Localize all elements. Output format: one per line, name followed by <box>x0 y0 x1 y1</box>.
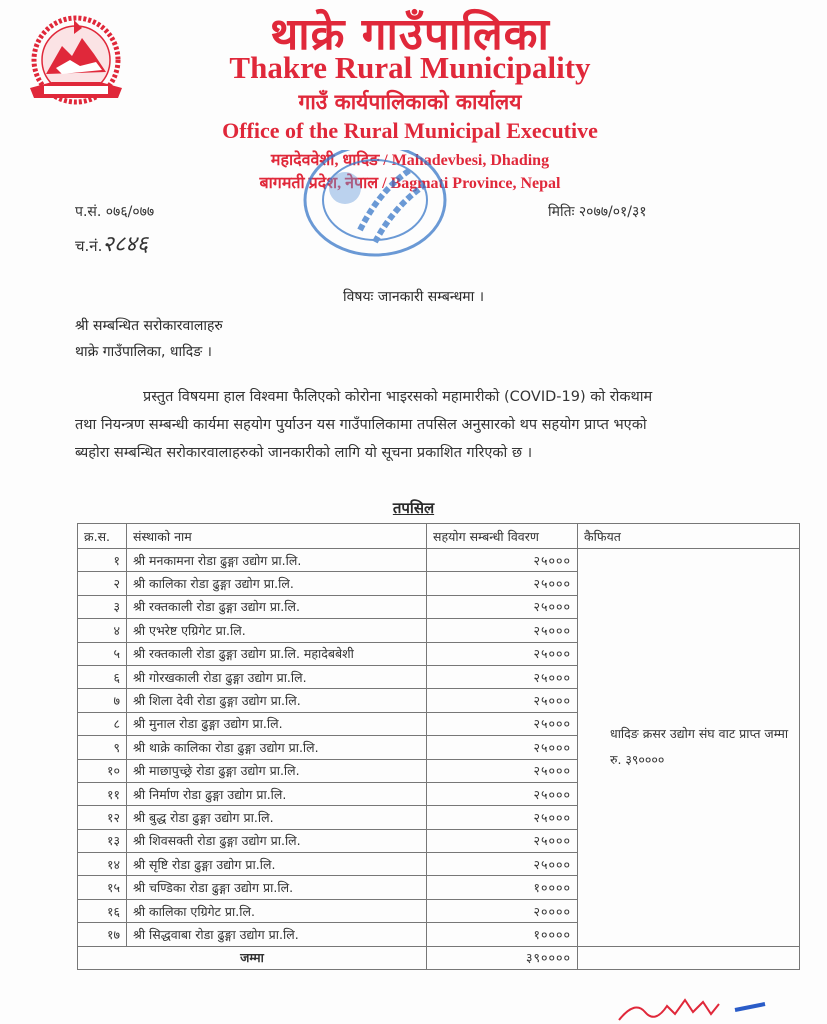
row-organization: श्री शिला देवी रोडा ढुङ्गा उद्योग प्रा.लि. <box>127 689 427 712</box>
row-serial: ६ <box>78 665 127 688</box>
row-serial: ५ <box>78 642 127 665</box>
municipality-name-en: Thakre Rural Municipality <box>229 50 591 85</box>
row-serial: ७ <box>78 689 127 712</box>
row-amount: २५००० <box>427 759 578 782</box>
row-organization: श्री एभरेष्ट एग्रिगेट प्रा.लि. <box>127 619 427 642</box>
row-serial: ८ <box>78 712 127 735</box>
row-amount: २०००० <box>427 899 578 922</box>
total-row <box>78 946 800 969</box>
signature-icon <box>615 990 775 1024</box>
office-name-np: गाउँ कार्यपालिकाको कार्यालय <box>298 90 522 114</box>
addressee-line-1: श्री सम्बन्धित सरोकारवालाहरु <box>75 318 223 334</box>
row-serial: ११ <box>78 782 127 805</box>
remarks-cell: धादिङ क्रसर उद्योग संघ वाट प्राप्त जम्मा रु. ३९०००० <box>578 549 800 947</box>
header-serial: क्र.स. <box>78 524 127 549</box>
row-organization: श्री मनकामना रोडा ढुङ्गा उद्योग प्रा.लि. <box>127 549 427 572</box>
row-serial: १७ <box>78 923 127 946</box>
address-line-2: बागमती प्रदेश, नेपाल / Bagmati Province, Nepal <box>259 175 561 192</box>
row-organization: श्री मुनाल रोडा ढुङ्गा उद्योग प्रा.लि. <box>127 712 427 735</box>
header-organization: संस्थाको नाम <box>127 524 427 549</box>
row-organization: श्री सृष्टि रोडा ढुङ्गा उद्योग प्रा.लि. <box>127 853 427 876</box>
header-contribution: सहयोग सम्बन्धी विवरण <box>427 524 578 549</box>
row-serial: ३ <box>78 595 127 618</box>
row-serial: १५ <box>78 876 127 899</box>
row-amount: २५००० <box>427 689 578 712</box>
row-amount: २५००० <box>427 829 578 852</box>
address-line-1: महादेववेशी, धादिङ / Mahadevbesi, Dhading <box>270 152 550 169</box>
row-organization: श्री कालिका एग्रिगेट प्रा.लि. <box>127 899 427 922</box>
row-serial: २ <box>78 572 127 595</box>
row-serial: ४ <box>78 619 127 642</box>
row-organization: श्री चण्डिका रोडा ढुङ्गा उद्योग प्रा.लि. <box>127 876 427 899</box>
row-serial: १० <box>78 759 127 782</box>
row-organization: श्री गोरखकाली रोडा ढुङ्गा उद्योग प्रा.लि. <box>127 665 427 688</box>
row-serial: १३ <box>78 829 127 852</box>
row-serial: १४ <box>78 853 127 876</box>
table-header-row <box>78 524 800 549</box>
body-paragraph <box>75 383 775 467</box>
contributions-table <box>77 523 800 970</box>
row-serial: ९ <box>78 736 127 759</box>
total-amount: ३९०००० <box>427 946 578 969</box>
total-remarks-empty <box>578 946 800 969</box>
row-amount: १०००० <box>427 923 578 946</box>
row-organization: श्री शिवसक्ती रोडा ढुङ्गा उद्योग प्रा.लि. <box>127 829 427 852</box>
body-line-2: तथा नियन्त्रण सम्बन्धी कार्यमा सहयोग पुर्याउन यस गाउँपालिकामा तपसिल अनुसारको थप सहयोग प्राप्त भएको <box>75 417 647 433</box>
row-amount: २५००० <box>427 595 578 618</box>
total-label: जम्मा <box>78 946 427 969</box>
row-amount: २५००० <box>427 853 578 876</box>
row-amount: २५००० <box>427 549 578 572</box>
row-amount: २५००० <box>427 642 578 665</box>
details-heading: तपसिल <box>392 499 435 517</box>
municipality-name-np: थाक्रे गाउँपालिका <box>270 9 550 60</box>
row-organization: श्री माछापुच्छ्रे रोडा ढुङ्गा उद्योग प्रा.लि. <box>127 759 427 782</box>
row-amount: २५००० <box>427 712 578 735</box>
fiscal-year: प.सं. ०७६/०७७ <box>75 204 155 220</box>
dispatch-label: च.नं. <box>75 237 103 255</box>
row-amount: २५००० <box>427 806 578 829</box>
office-name-en: Office of the Rural Municipal Executive <box>222 118 598 143</box>
row-amount: २५००० <box>427 619 578 642</box>
row-organization: श्री थाक्रे कालिका रोडा ढुङ्गा उद्योग प्रा.लि. <box>127 736 427 759</box>
office-stamp-icon <box>300 150 450 260</box>
letter-date: मितिः २०७७/०१/३१ <box>548 204 647 220</box>
row-amount: २५००० <box>427 572 578 595</box>
row-amount: २५००० <box>427 665 578 688</box>
row-amount: १०००० <box>427 876 578 899</box>
addressee-line-2: थाक्रे गाउँपालिका, धादिङ । <box>75 344 212 360</box>
row-organization: श्री निर्माण रोडा ढुङ्गा उद्योग प्रा.लि. <box>127 782 427 805</box>
subject-line: विषयः जानकारी सम्बन्धमा । <box>342 289 485 305</box>
row-serial: १२ <box>78 806 127 829</box>
row-serial: १ <box>78 549 127 572</box>
body-line-1: प्रस्तुत विषयमा हाल विश्वमा फैलिएको कोरोना भाइरसको महामारीको (COVID-19) को रोकथाम <box>143 389 653 405</box>
row-organization: श्री बुद्ध रोडा ढुङ्गा उद्योग प्रा.लि. <box>127 806 427 829</box>
row-organization: श्री सिद्धवाबा रोडा ढुङ्गा उद्योग प्रा.लि. <box>127 923 427 946</box>
row-amount: २५००० <box>427 736 578 759</box>
table-row <box>78 549 800 572</box>
row-amount: २५००० <box>427 782 578 805</box>
row-organization: श्री रक्तकाली रोडा ढुङ्गा उद्योग प्रा.लि. महादेबबेशी <box>127 642 427 665</box>
dispatch-number-row <box>75 228 148 258</box>
row-organization: श्री कालिका रोडा ढुङ्गा उद्योग प्रा.लि. <box>127 572 427 595</box>
row-organization: श्री रक्तकाली रोडा ढुङ्गा उद्योग प्रा.लि. <box>127 595 427 618</box>
body-line-3: ब्यहोरा सम्बन्धित सरोकारवालाहरुको जानकारीको लागि यो सूचना प्रकाशित गरिएको छ । <box>75 445 533 461</box>
row-serial: १६ <box>78 899 127 922</box>
header-remarks: कैफियत <box>578 524 800 549</box>
government-emblem-icon <box>22 12 130 112</box>
dispatch-number: २८४६ <box>102 232 149 257</box>
